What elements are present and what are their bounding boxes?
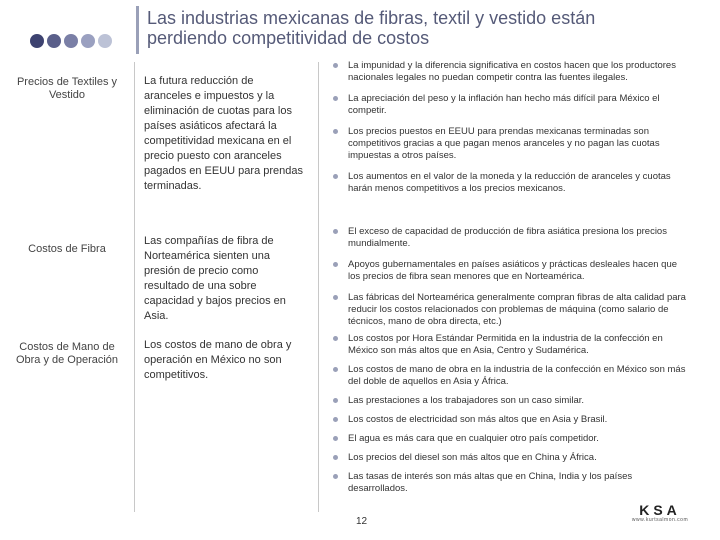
title-accent-bar [136,6,139,54]
list-item: Las fábricas del Norteamérica generalmente compran fibras de alta calidad para reducir los costos relacionados con problemas de máquina (como salario de técnicos, mano de obra directa, etc.) [330,292,690,328]
page-title [147,8,707,48]
header-dot [98,34,112,48]
list-item: Las tasas de interés son más altas que en China, India y los países desarrollados. [330,471,690,495]
list-item: La impunidad y la diferencia significativa en costos hacen que los productores nacionales legales no puedan competir contra las fuentes ilegales. [330,60,690,84]
bullet-list-prices [330,60,690,195]
section-heading-labor: Costos de Mano de Obra y de Operación [15,341,119,366]
list-item: Los precios del diesel son más altos que en China y África. [330,452,690,464]
column-divider-right [318,62,319,512]
column-divider-left [134,62,135,512]
header-dots [30,34,112,48]
list-item: Los costos de electricidad son más altos que en Asia y Brasil. [330,414,690,426]
logo-url: www.kurtsalmon.com [631,517,689,523]
header-dot [64,34,78,48]
list-item: Apoyos gubernamentales en países asiáticos y prácticas desleales hacen que los precios de fibra sean menores que en Norteamérica. [330,259,690,283]
section-heading-prices: Precios de Textiles y Vestido [16,76,118,101]
section-summary-fiber: Las compañías de fibra de Norteamérica sienten una presión de precio como resultado de una sobre capacidad y bajos precios en Asia. [144,235,286,322]
header-dot [81,34,95,48]
page-number: 12 [356,516,368,527]
header-dot [30,34,44,48]
bullet-list-labor [330,333,690,495]
section-summary-labor: Los costos de mano de obra y operación en México no son competitivos. [144,339,292,381]
section-summary-prices: La futura reducción de aranceles e impuestos y la eliminación de cuotas para los países asiáticos afectará la competitividad mexicana en el precio puesto con aranceles pagados en EEUU para prendas terminadas. [144,75,303,192]
list-item: El exceso de capacidad de producción de fibra asiática presiona los precios mundialmente. [330,226,690,250]
list-item: El agua es más cara que en cualquier otro país competidor. [330,433,690,445]
list-item: Los costos por Hora Estándar Permitida en la industria de la confección en México son más altos que en Asia, Centro y Sudamérica. [330,333,690,357]
list-item: Los costos de mano de obra en la industria de la confección en México son más del doble de aquellos en Asia y África. [330,364,690,388]
list-item: Las prestaciones a los trabajadores son un caso similar. [330,395,690,407]
list-item: Los aumentos en el valor de la moneda y la reducción de aranceles y cuotas harán menos competitivos a los precios mexicanos. [330,171,690,195]
company-logo [620,503,700,523]
list-item: La apreciación del peso y la inflación han hecho más difícil para México el competir. [330,93,690,117]
bullet-list-fiber [330,226,690,328]
list-item: Los precios puestos en EEUU para prendas mexicanas terminadas son competitivos gracias a que pagan menos aranceles y no pagan las cuotas impuestas a otros países. [330,126,690,162]
logo-text: KSA [639,502,681,518]
section-heading-fiber: Costos de Fibra [28,243,106,255]
page-title-line-1: Las industrias mexicanas de fibras, textil y vestido están [147,8,596,28]
header-dot [47,34,61,48]
page-title-line-2: perdiendo competitividad de costos [147,28,430,48]
